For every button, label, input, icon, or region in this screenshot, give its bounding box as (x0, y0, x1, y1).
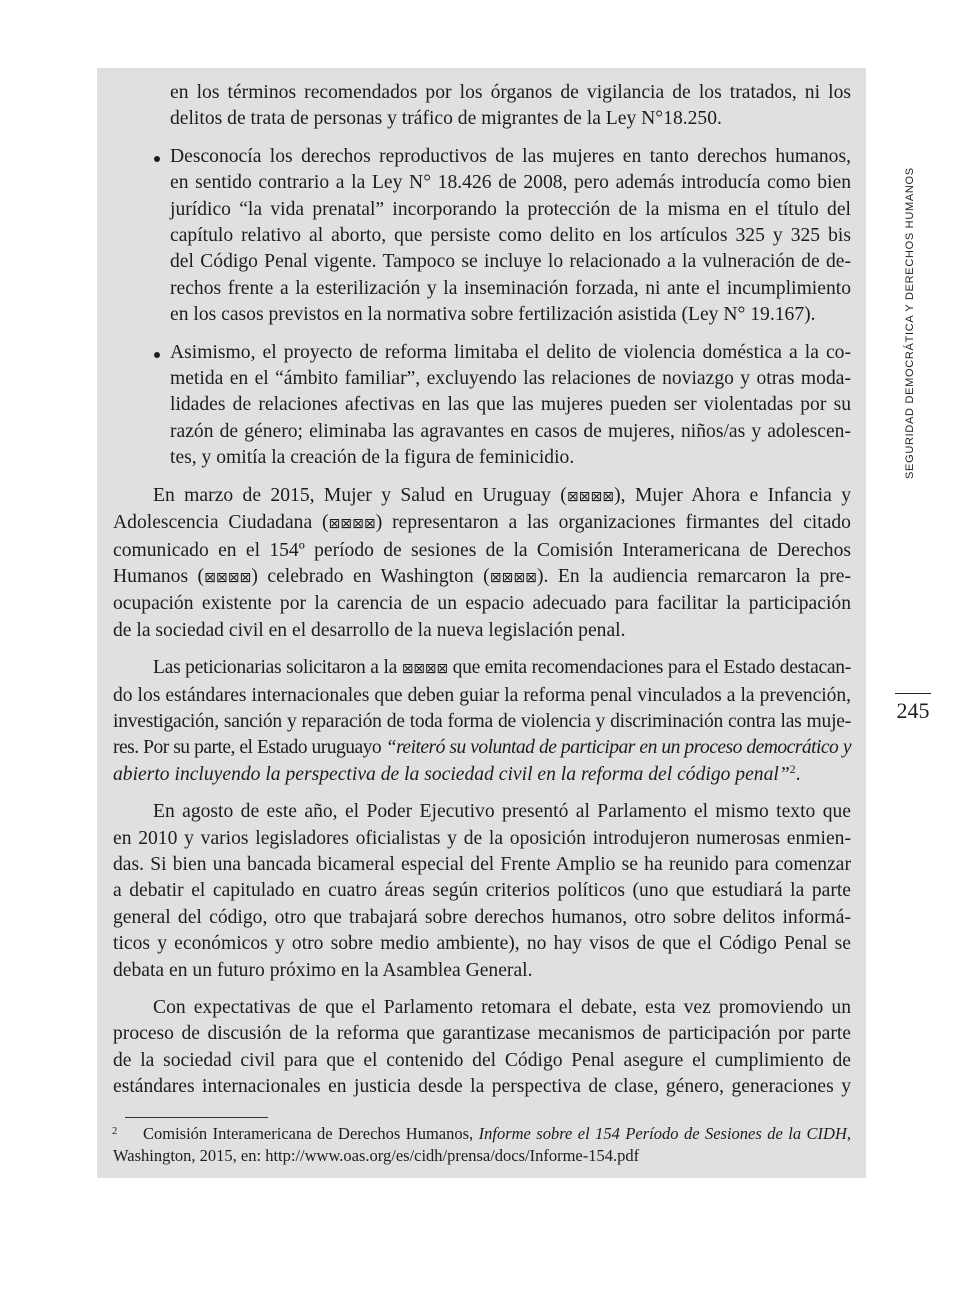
body-text (113, 80, 851, 1101)
text-line: Asimismo, el proyecto de reforma limitaba el delito de violencia doméstica a la co- (170, 341, 851, 363)
text-roman: , (846, 1124, 852, 1143)
text-line: jurídico “la vida prenatal” incorporando la protección de la misma en el título del (170, 198, 851, 220)
paragraph (113, 483, 851, 644)
text-line: En marzo de 2015, Mujer y Salud en Uruguay (⊠⊠⊠⊠), Mujer Ahora e Infancia y (153, 484, 852, 506)
paragraph (113, 995, 851, 1101)
text-line: razón de género; eliminaba las agravantes en casos de mujeres, niños/as y adolescen- (170, 420, 851, 442)
text-line: rechos frente a la esterilización y la inseminación forzada, ni ante el incumplimiento (170, 277, 851, 299)
list-item (170, 144, 851, 329)
text-line: en 2010 y varios legisladores oficialistas y de la oposición introdujeron numerosas enmien- (113, 827, 851, 849)
paragraph (113, 655, 851, 788)
footnote-line: Washington, 2015, en: http://www.oas.org/es/cidh/prensa/docs/Informe-154.pdf (113, 1146, 640, 1165)
text-line: en los términos recomendados por los órganos de vigilancia de los tratados, ni los (170, 82, 851, 103)
quote-italic: abierto incluyendo la perspectiva de la sociedad civil en la reforma del código penal” (113, 763, 790, 785)
footnote-marker: 2 (112, 1126, 118, 1137)
footnote-rule (125, 1117, 268, 1118)
text-roman: . (795, 763, 801, 785)
text-line: capítulo relativo al aborto, que persiste como delito en los artículos 325 y 325 bis (170, 225, 851, 247)
text-roman: res. Por su parte, el Estado uruguayo (113, 737, 382, 759)
text-line: Con expectativas de que el Parlamento retomara el debate, esta vez promoviendo un (153, 997, 851, 1018)
text-line: das. Si bien una bancada bicameral especial del Frente Amplio se ha reunido para comenzar (113, 853, 851, 875)
text-line: en sentido contrario a la Ley N° 18.426 de 2008, pero además introducía como bien (170, 172, 851, 194)
text-line: En agosto de este año, el Poder Ejecutivo presentó al Parlamento el mismo texto que (153, 801, 851, 823)
text-line: Desconocía los derechos reproductivos de las mujeres en tanto derechos humanos, (170, 145, 851, 167)
text-line: metida en el “ámbito familiar”, excluyendo las relaciones de noviazgo y otras moda- (170, 368, 851, 390)
text-line: proceso de discusión de la reforma que garantizase mecanismos de participación por parte (113, 1023, 851, 1045)
text-line (113, 735, 851, 761)
text-line: del Código Penal vigente. Tampoco se incluye lo relacionado a la vulneración de de- (170, 251, 851, 273)
text-line: lidades de relaciones afectivas en las que las mujeres pueden ser violentadas por su (170, 394, 851, 416)
bullet-icon (154, 156, 160, 162)
running-head: SEGURIDAD DEMOCRÁTICA Y DERECHOS HUMANOS (904, 167, 916, 479)
text-line: ticos y económicos y otro sobre medio ambiente), no hay visos de que el Código Penal se (113, 933, 851, 955)
text-line (113, 762, 851, 788)
text-line: estándares internacionales en justicia desde la perspectiva de clase, género, generaciones y (113, 1076, 851, 1098)
text-line: general del código, otro que trabajará sobre derechos humanos, otro sobre delitos informá- (113, 906, 851, 928)
page-number: 245 (896, 698, 930, 723)
footnote-reference: 2 (789, 762, 796, 776)
paragraph (113, 799, 851, 984)
footnote-line (143, 1123, 851, 1145)
footnote-title-italic: Informe sobre el 154 Período de Sesiones de la CIDH (478, 1124, 847, 1143)
text-line: tes, y omitía la creación de la figura de feminicidio. (170, 447, 575, 469)
quote-italic: “reiteró su voluntad de participar en un proceso democrático y (385, 737, 852, 759)
text-line: investigación, sanción y reparación de toda forma de violencia y discriminación contra las muje- (113, 710, 851, 732)
text-line: do los estándares internacionales que deben guiar la reforma penal vinculados a la prevención, (113, 684, 851, 706)
text-line: de la sociedad civil en el desarrollo de la nueva legislación penal. (113, 619, 626, 641)
text-roman: Comisión Interamericana de Derechos Humanos, (143, 1124, 474, 1143)
bullet-icon (154, 352, 160, 358)
text-line: delitos de trata de personas y tráfico de migrantes de la Ley N°18.250. (170, 108, 722, 130)
text-line: Adolescencia Ciudadana (⊠⊠⊠⊠) representaron a las organizaciones firmantes del citado (113, 512, 851, 534)
text-line: debata en un futuro próximo en la Asamblea General. (113, 959, 533, 981)
text-line: Humanos (⊠⊠⊠⊠) celebrado en Washington (⊠⊠⊠⊠). En la audiencia remarcaron la pre- (113, 565, 852, 587)
text-line: ocupación existente por la carencia de un espacio adecuado para facilitar la participación (113, 593, 851, 615)
text-line: Las peticionarias solicitaron a la ⊠⊠⊠⊠ que emita recomendaciones para el Estado destacan- (153, 657, 851, 679)
text-line: de la sociedad civil para que el contenido del Código Penal asegure el cumplimiento de (113, 1049, 851, 1071)
text-line: en los casos previstos en la normativa sobre fertilización asistida (Ley N° 19.167). (170, 304, 816, 326)
text-line: comunicado en el 154º período de sesiones de la Comisión Interamericana de Derechos (113, 539, 851, 561)
list-continuation (170, 80, 851, 133)
text-line: a debatir el capitulado en cuatro áreas según criterios políticos (uno que estudiará la parte (113, 880, 851, 902)
list-item (170, 340, 851, 472)
page-number-rule (895, 693, 931, 694)
